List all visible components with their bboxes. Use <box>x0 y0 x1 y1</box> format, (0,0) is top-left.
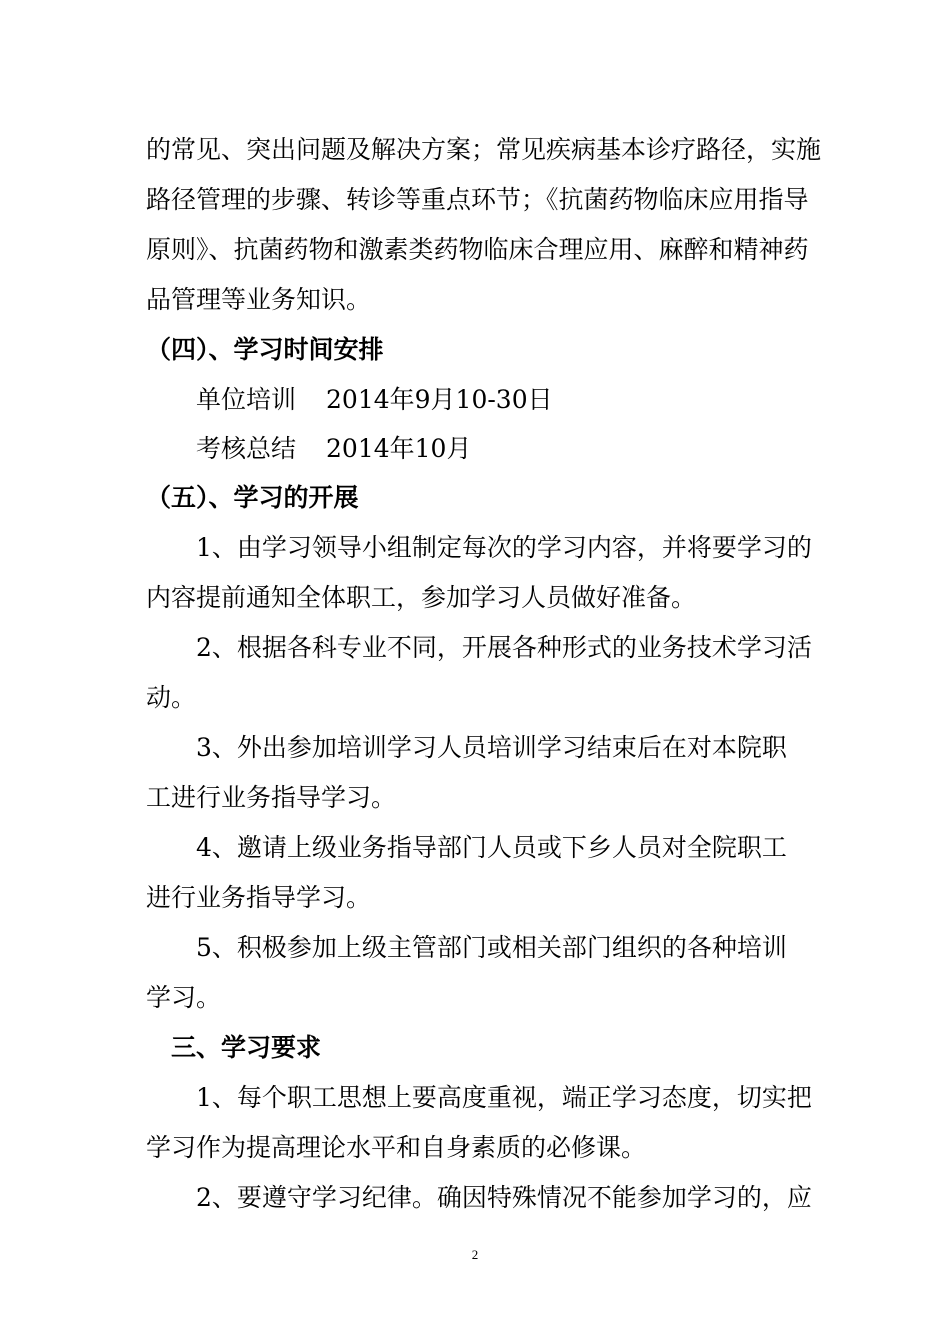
section-heading: （五）、学习的开展 <box>146 483 359 512</box>
list-item-line: 内容提前通知全体职工，参加学习人员做好准备。 <box>146 583 697 612</box>
body-text-line: 的常见、突出问题及解决方案；常见疾病基本诊疗路径，实施 <box>146 135 822 164</box>
body-text-line: 原则》、抗菌药物和激素类药物临床合理应用、麻醉和精神药 <box>146 235 809 264</box>
schedule-row <box>196 385 553 415</box>
list-item-line: 动。 <box>146 683 197 712</box>
list-item-line: 2、根据各科专业不同，开展各种形式的业务技术学习活 <box>196 633 812 662</box>
list-item-line: 学习。 <box>146 983 222 1012</box>
list-item-line: 进行业务指导学习。 <box>146 883 372 912</box>
body-text-line: 路径管理的步骤、转诊等重点环节；《抗菌药物临床应用指导 <box>146 185 809 214</box>
body-text-line: 品管理等业务知识。 <box>146 285 372 314</box>
section-heading: （四）、学习时间安排 <box>146 335 384 364</box>
list-item-line: 4、邀请上级业务指导部门人员或下乡人员对全院职工 <box>196 833 787 862</box>
list-item-line: 1、由学习领导小组制定每次的学习内容，并将要学习的 <box>196 533 812 562</box>
page-number: 2 <box>471 1247 479 1262</box>
list-item-line: 工进行业务指导学习。 <box>146 783 397 812</box>
schedule-value: 2014年9月10-30日 <box>326 385 553 414</box>
list-item-line: 学习作为提高理论水平和自身素质的必修课。 <box>146 1133 647 1162</box>
schedule-label: 考核总结 <box>196 434 297 463</box>
list-item-line: 1、每个职工思想上要高度重视，端正学习态度，切实把 <box>196 1083 812 1112</box>
schedule-row <box>196 434 471 464</box>
list-item-line: 2、要遵守学习纪律。确因特殊情况不能参加学习的，应 <box>196 1183 812 1212</box>
schedule-label: 单位培训 <box>196 385 297 414</box>
list-item-line: 5、积极参加上级主管部门或相关部门组织的各种培训 <box>196 933 787 962</box>
list-item-line: 3、外出参加培训学习人员培训学习结束后在对本院职 <box>196 733 787 762</box>
schedule-value: 2014年10月 <box>326 434 472 463</box>
section-heading: 三、学习要求 <box>171 1033 322 1062</box>
